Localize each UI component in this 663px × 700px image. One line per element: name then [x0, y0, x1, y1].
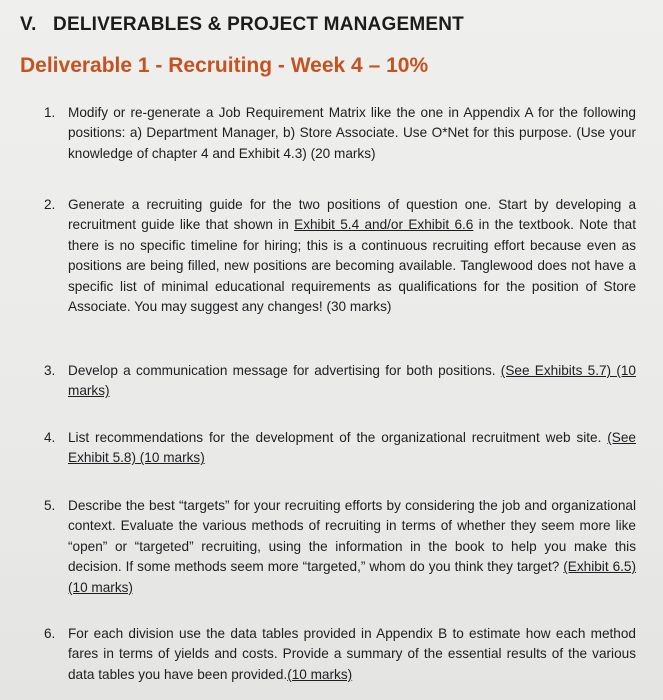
item-text [68, 624, 636, 685]
section-title: DELIVERABLES & PROJECT MANAGEMENT [53, 14, 464, 35]
item-number: 6. [44, 626, 56, 641]
item-number: 1. [44, 105, 56, 120]
item-text-main: List recommendations for the development of the organizational recruitment web site. [68, 430, 608, 445]
list-item-2 [44, 195, 636, 317]
item-text [68, 428, 636, 469]
item-text-main: Describe the best “targets” for your recruiting efforts by considering the job and organizational context. Evaluate the various methods of recruiting in terms of whether they seem more like “open” or “targeted” recruiting, using the information in the book to help you make this decision. If some methods seem more “targeted,” whom do you think they target? [68, 498, 636, 575]
item-number: 5. [44, 498, 56, 513]
item-text-main: Develop a communication message for advertising for both positions. [68, 363, 501, 378]
item-text-end: in the textbook. Note that there is no specific timeline for hiring; this is a continuous recruiting effort because even as positions are being filled, new positions are becoming available. Tanglewood does not have a specific list of minimal educational requirements as qualifications for the position of Store Associate. You may suggest any changes! (30 marks) [68, 217, 636, 315]
marks-reference: (10 marks) [287, 666, 353, 682]
list-item-1 [44, 103, 636, 164]
item-number: 2. [44, 197, 56, 212]
section-number: V. [20, 14, 37, 35]
deliverable-title: Deliverable 1 - Recruiting - Week 4 – 10% [20, 54, 429, 77]
item-text: Modify or re-generate a Job Requirement Matrix like the one in Appendix A for the following positions: a) Department Manager, b) Store Associate. Use O*Net for this purpose. (Use your knowledge of chapter 4 and Exhibit 4.3) (20 marks) [68, 105, 636, 161]
list-item-6 [44, 624, 636, 685]
list-item-5 [44, 496, 636, 598]
exhibit-reference: Exhibit 5.4 and/or Exhibit 6.6 [294, 217, 474, 233]
section-heading [20, 14, 464, 36]
list-item-4 [44, 428, 636, 469]
exhibit-reference: (See Exhibit 5.8) (10 marks) [68, 430, 636, 466]
exhibit-reference: (Exhibit 6.5) (10 marks) [68, 559, 636, 595]
item-text [68, 195, 636, 317]
item-text [68, 496, 636, 598]
item-text [68, 361, 636, 402]
item-text-main: For each division use the data tables provided in Appendix B to estimate how each method fares in terms of yields and costs. Provide a summary of the essential results of the various data tables you have been provided. [68, 626, 636, 682]
list-item-3 [44, 361, 636, 402]
exhibit-reference: (See Exhibits 5.7) (10 marks) [68, 363, 636, 399]
item-text-start: Generate a recruiting guide for the two positions of question one. Start by developing a recruitment guide like that shown in [68, 197, 636, 233]
item-number: 4. [44, 430, 56, 445]
item-number: 3. [44, 363, 56, 378]
